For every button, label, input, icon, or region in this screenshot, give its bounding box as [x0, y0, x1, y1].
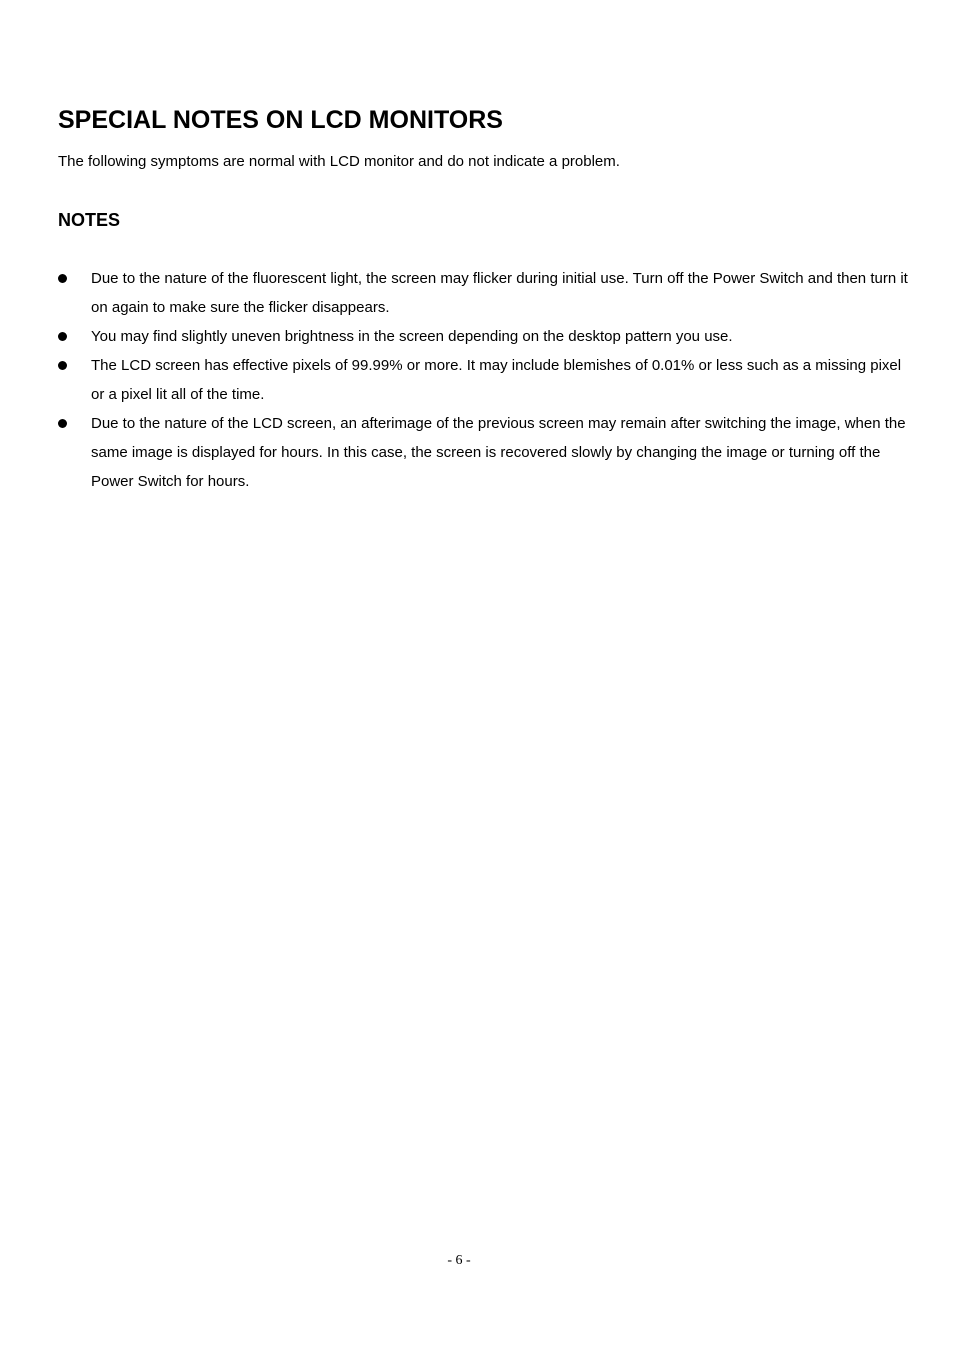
note-text: Due to the nature of the LCD screen, an afterimage of the previous screen may remain after switching the image, when the same image is displayed for hours. In this case, the screen is recovered slowly by changing the image or turning off the Power Switch for hours.: [91, 415, 906, 490]
bullet-icon: [58, 419, 67, 428]
list-item: [58, 351, 908, 409]
page-number: - 6 -: [447, 1253, 471, 1268]
notes-list: [58, 264, 908, 496]
note-text: The LCD screen has effective pixels of 99.99% or more. It may include blemishes of 0.01% or less such as a missing pixel or a pixel lit all of the time.: [91, 357, 902, 403]
list-item: [58, 264, 908, 322]
list-item: [58, 409, 908, 496]
list-item: [58, 322, 908, 351]
note-text: You may find slightly uneven brightness in the screen depending on the desktop pattern you use.: [91, 328, 733, 345]
note-text: Due to the nature of the fluorescent light, the screen may flicker during initial use. Turn off the Power Switch and then turn it on again to make sure the flicker disappears.: [91, 270, 908, 316]
bullet-icon: [58, 274, 67, 283]
bullet-icon: [58, 361, 67, 370]
section-heading-notes: NOTES: [58, 210, 121, 230]
intro-paragraph: The following symptoms are normal with LCD monitor and do not indicate a problem.: [58, 153, 620, 170]
bullet-icon: [58, 332, 67, 341]
page-title: SPECIAL NOTES ON LCD MONITORS: [58, 106, 503, 134]
